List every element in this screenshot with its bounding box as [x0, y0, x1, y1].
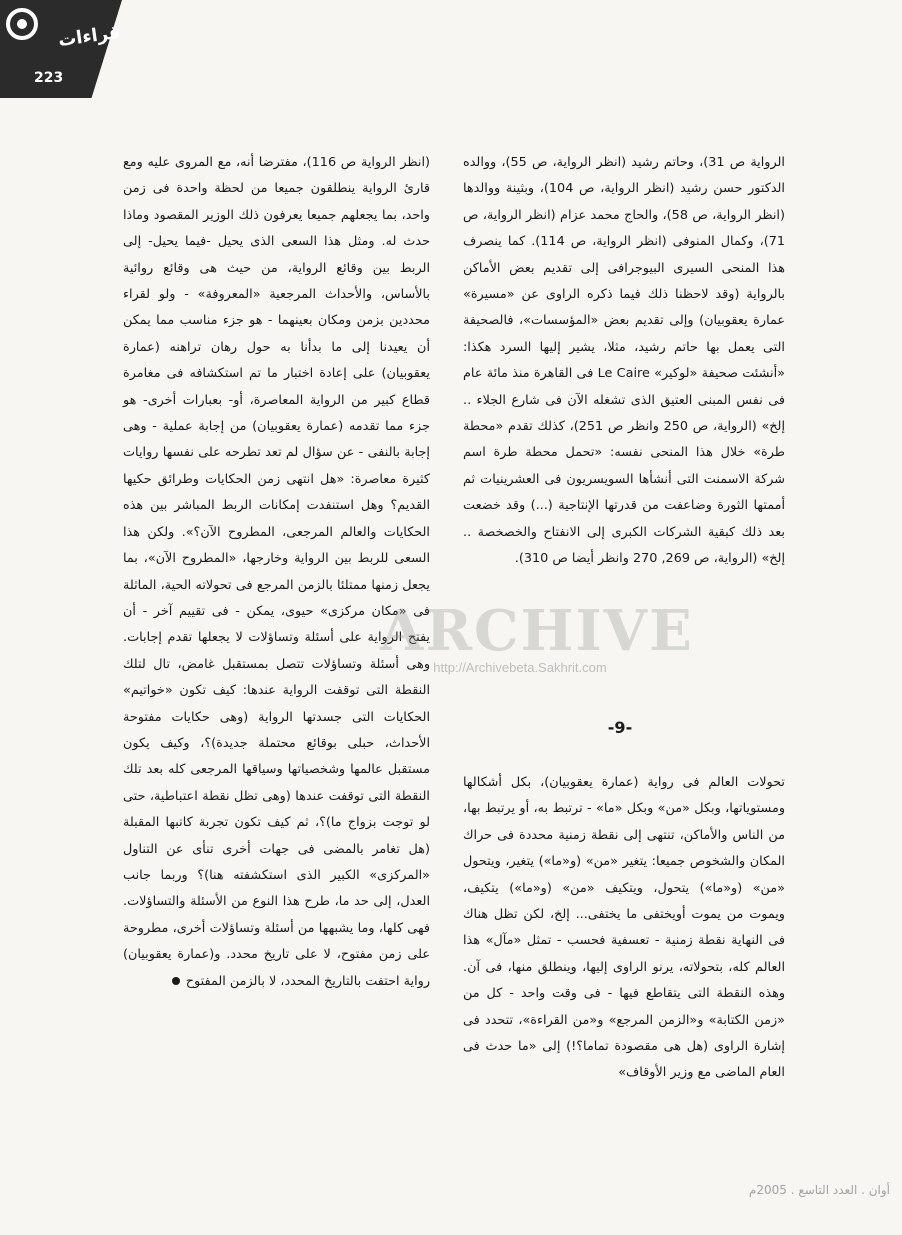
section-label: قراءات — [56, 21, 122, 52]
paragraph: الرواية ص 31)، وحاتم رشيد (انظر الرواية، ص 55)، ووالده الدكتور حسن رشيد (انظر الرواية، ص 104)، وبثينة ووالدها (انظر الرواية، ص 58)، والحاج محمد عزام (انظر الرواية، ص 71)، وكمال المنوفى (انظر الرواية، ص 114). كما ينصرف هذا المنحى السيرى البيوجرافى إلى تقديم بعض الأماكن بالرواية (وقد لاحظنا ذلك فيما ذكره الراوى عن «مسيرة» عمارة يعقوبيان) وإلى تقديم بعض «المؤسسات»، فالصحيفة التى يعمل بها حاتم رشيد، مثلا، يشير إليها السرد هكذا: «أنشئت صحيفة «لوكير» Le Caire فى القاهرة منذ مائة عام فى نفس المبنى العتيق الذى تشغله الآن فى شارع الجلاء .. إلخ» (الرواية، ص 250 وانظر ص 251)، كذلك تقدم «محطة طرة» خلال هذا المنحى نفسه: «تحمل محطة طرة اسم شركة الاسمنت التى أنشأها السويسريون فى العشرينيات ثم أممتها الثورة وضاعفت من قدرتها الإنتاجية (...) وقد خضعت بعد ذلك كبقية الشركات الكبرى إلى الانفتاح والخصخصة .. إلخ» (الرواية، ص 269, 270 وانظر أيضا ص 310). — [463, 155, 786, 567]
paragraph-text: (انظر الرواية ص 116)، مفترضا أنه، مع المروى عليه ومع قارئ الرواية ينطلقون جميعا من لحظة واحدة فى زمن واحد، بما يجعلهم جميعا يعرفون ذلك الوزير المقصود وماذا حدث له. ومثل هذا السعى الذى يحيل -فيما يحيل- إلى الربط بين وقائع الرواية، من حيث هى وقائع روائية بالأساس، والأحداث المرجعية «المعروفة» - ولو لقراء محددين بزمن ومكان بعينهما - هو جزء مناسب مما يمكن أن يعيدنا إلى ما بدأنا به حول رهان تراهنه (عمارة يعقوبيان) على إعادة اختبار ما تم استكشافه فى مغامرة قطاع كبير من الرواية المعاصرة، أو- بعبارات أخرى- هو جزء مما تقدمه (عمارة يعقوبيان) من إجابة عملية - وهى إجابة بالنفى - عن سؤال لم تعد تطرحه على نفسها روايات كثيرة معاصرة: «هل انتهى زمن الحكايات وطرائق حكيها القديم؟ وهل استنفدت إمكانات الربط المباشر بين هذه الحكايات والعالم المرجعى، المطروح الآن؟». ولكن هذا السعى للربط بين الرواية وخارجها، «المطروح الآن»، بما يجعل زمنها ممتلئا بالزمن المرجع فى تحولاته الحية، الماثلة فى «مكان مركزى» حيوى، يمكن - فى تقييم آخر - أن يفتح الرواية على أسئلة وتساؤلات لا يجعلها تقدم إجابات. وهى أسئلة وتساؤلات تتصل بمستقبل غامض، تال لتلك النقطة التى توقفت الرواية عندها: كيف تكون «خواتيم» الحكايات التى جسدتها الرواية (وهى حكايات مفتوحة الأحداث، حبلى بوقائع محتملة جديدة)؟، وكيف يكون مستقبل عالمها وشخصياتها وسياقها المرجعى كله بعد تلك النقطة التى توقفت عندها (وهى تظل نقطة اعتباطية، حتى لو توجت بزواج ما)؟، ثم كيف تكون تجربة كاتبها المقبلة (هل تغامر بالمضى فى جهات أخرى تنأى عن التناول «المركزى» الكبير الذى استكشفته هنا)؟ وربما جانب العدل، إلى حد ما، طرح هذا النوع من الأسئلة والتساؤلات. فهى كلها، وما يشبهها من أسئلة وتساؤلات أخرى، مطروحة على زمن مفتوح، لا على تاريخ محدد. و(عمارة يعقوبيان) رواية احتفت بالتاريخ المحدد، لا بالزمن المفتوح — [123, 155, 430, 989]
watermark-url: http://Archivebeta.Sakhrit.com — [433, 660, 607, 675]
footer: أوان . العدد التاسع . 2005م — [748, 1183, 890, 1197]
paragraph: تحولات العالم فى رواية (عمارة يعقوبيان)، بكل أشكالها ومستوياتها، وبكل «من» وبكل «ما» - ترتبط به، أو يرتبط بها، من الناس والأماكن، تنتهى إلى نقطة زمنية محددة فى حراك المكان والشخوص جميعا: يتغير «من» (و«ما») يتغير، ويتحول «من» (و«ما») يتحول، ويتكيف «من» (و«ما») يتكيف، ويموت من يموت أويختفى ما يختفى... إلخ، لكن تظل هناك فى النهاية نقطة زمنية - تعسفية فحسب - تمثل «مآل» هذا العالم كله، بتحولاته، يرنو الراوى إليها، وينطلق منها، فى آن. وهذه النقطة التى يتقاطع فيها - فى وقت واحد - كل من «زمن الكتابة» و«الزمن المرجع» و«من القراءة»، تتحدد فى إشارة الراوى (هل هى مقصودة تماما؟!) إلى «ما حدث فى العام الماضى مع وزير الأوقاف» — [463, 775, 785, 1081]
right-column-top — [463, 150, 785, 573]
left-column — [123, 150, 430, 995]
watermark-text: ARCHIVE — [380, 598, 694, 664]
magazine-emblem-icon — [4, 6, 40, 42]
right-column-bottom — [463, 770, 785, 1087]
section-number: -9- — [607, 718, 633, 737]
paragraph — [123, 150, 430, 995]
page-number: 223 — [34, 70, 64, 86]
end-mark-icon — [172, 977, 180, 985]
